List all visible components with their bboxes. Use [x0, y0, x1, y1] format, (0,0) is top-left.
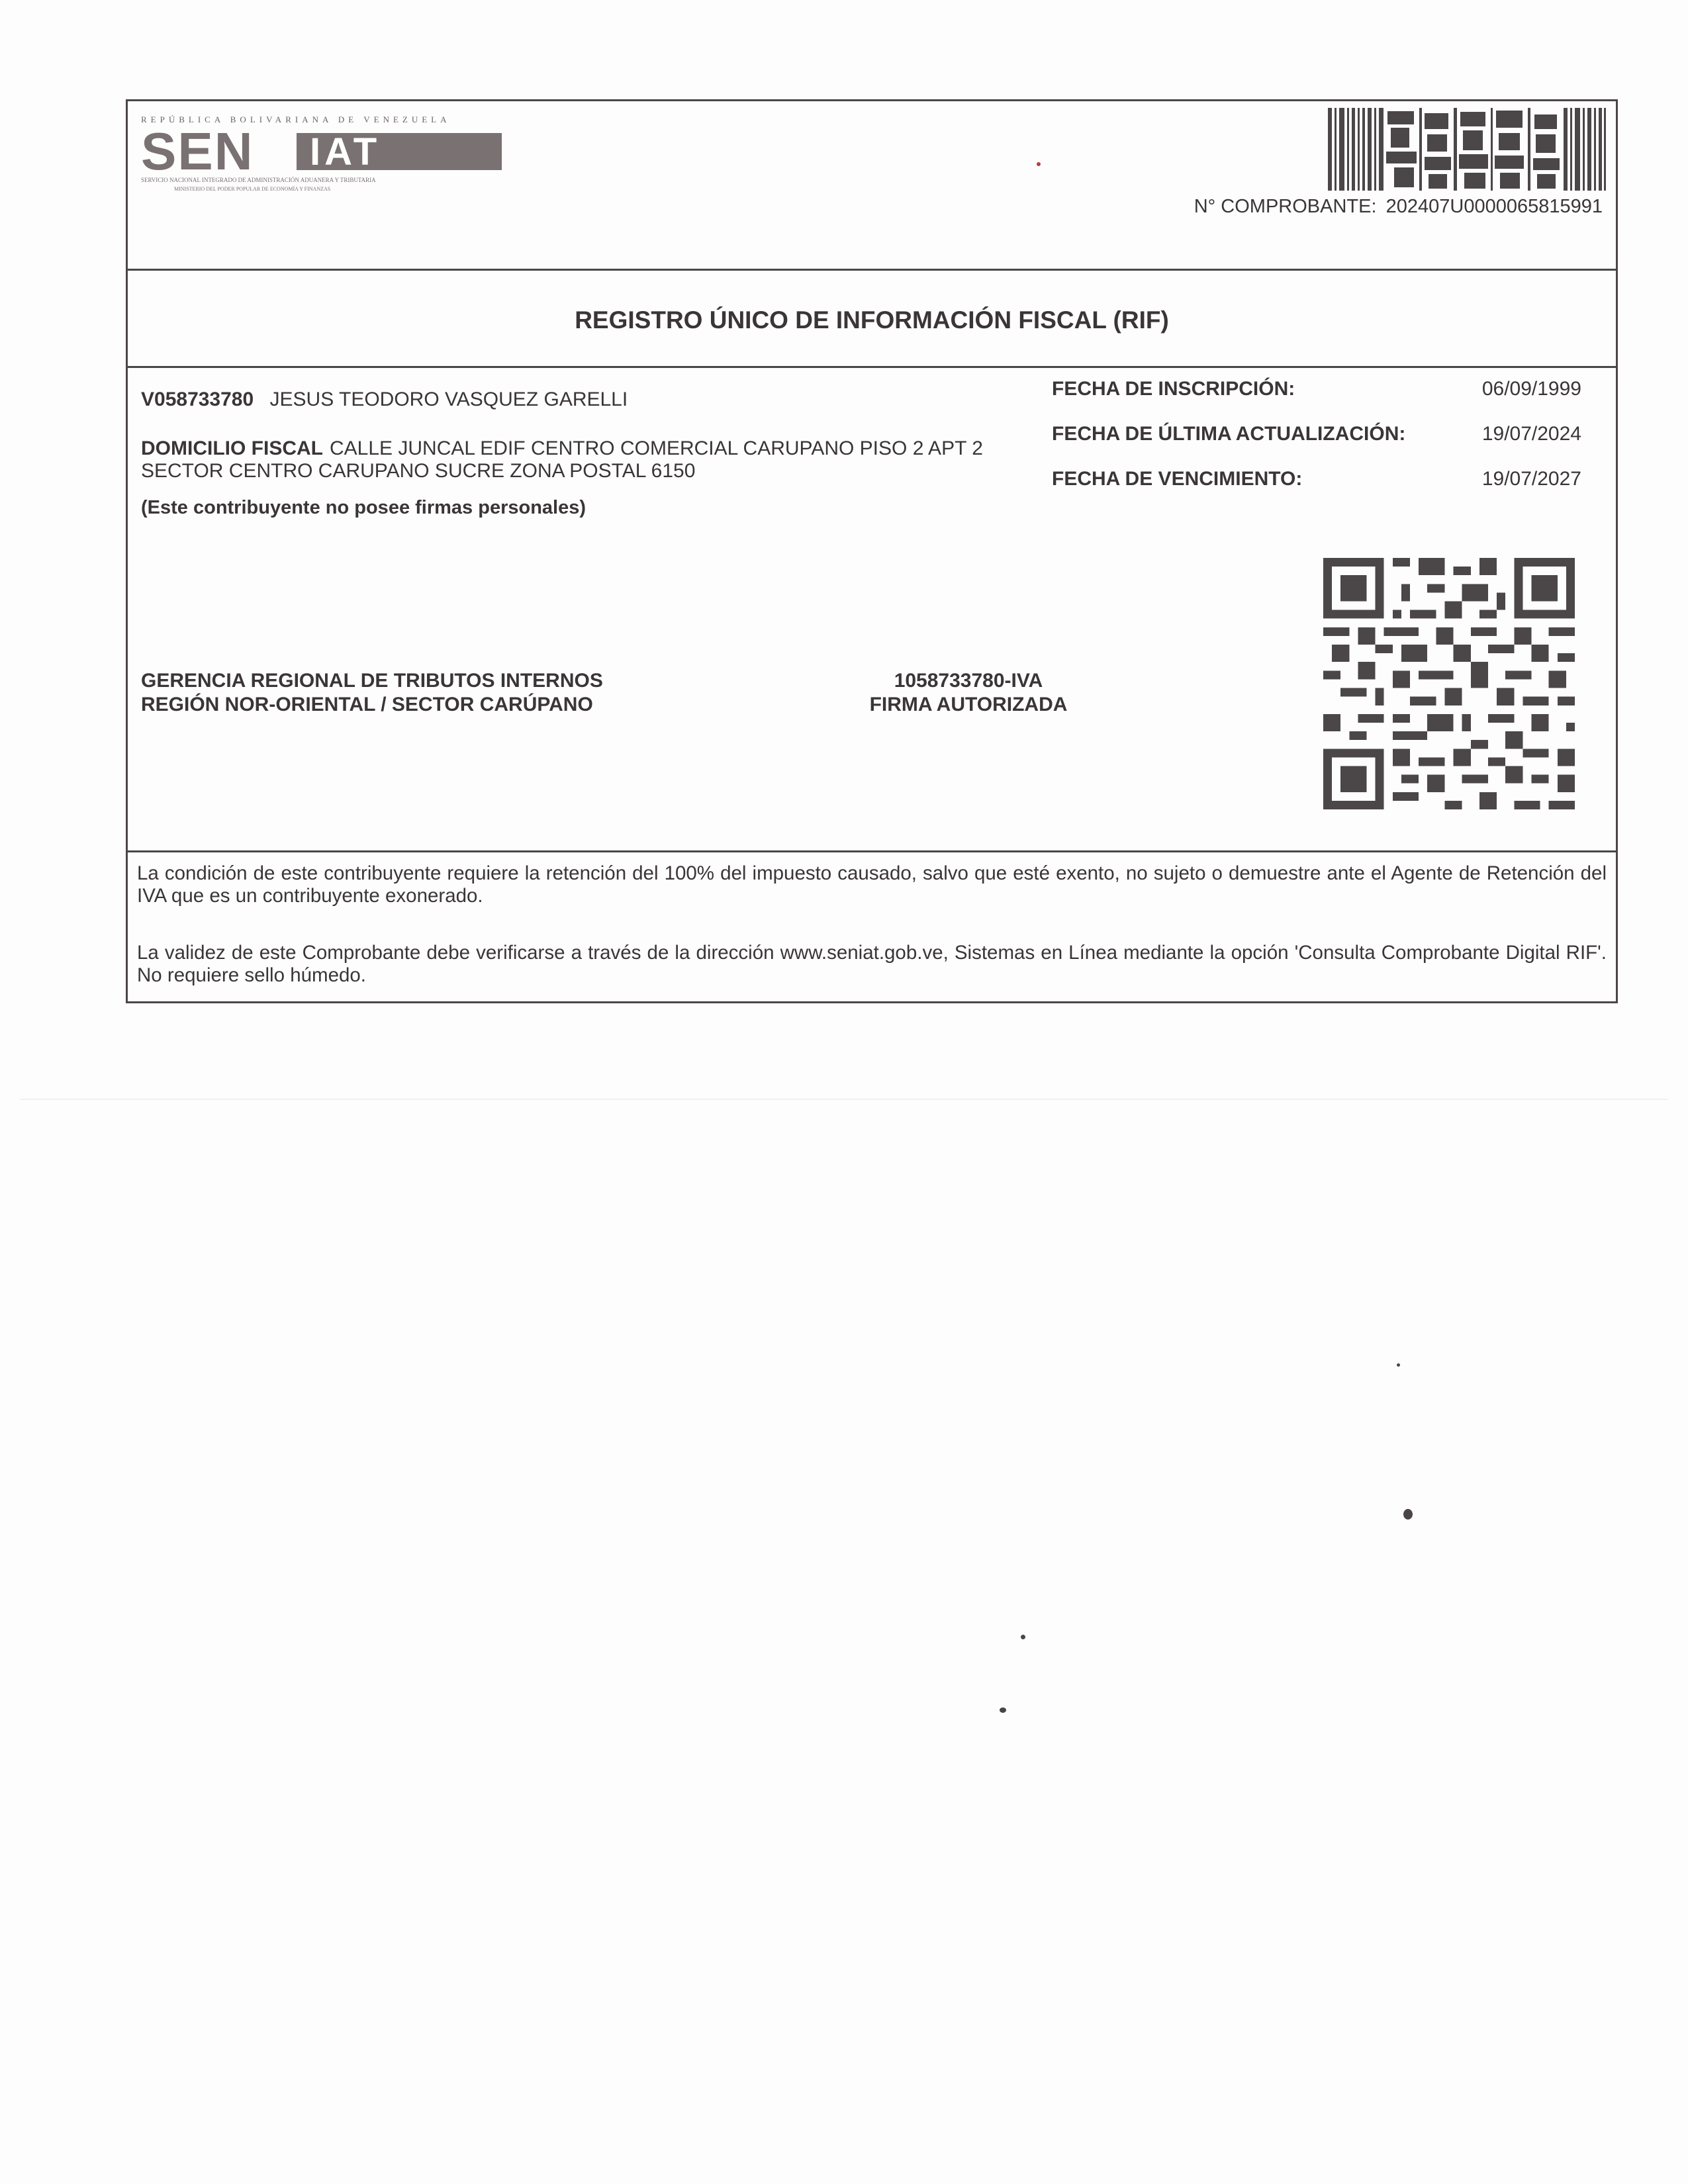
- paper-speck: [1000, 1707, 1006, 1713]
- regional-office-line1: GERENCIA REGIONAL DE TRIBUTOS INTERNOS: [141, 670, 603, 692]
- regional-office-line2: REGIÓN NOR-ORIENTAL / SECTOR CARÚPANO: [141, 694, 593, 715]
- logo-brand-left: SEN: [141, 122, 254, 181]
- date-row-actualizacion: [1052, 423, 1581, 449]
- paper-fold-line: [20, 1099, 1668, 1100]
- qr-code-icon: [1323, 558, 1575, 809]
- divider: [128, 850, 1616, 852]
- taxpayer-rif: V058733780: [141, 388, 254, 410]
- date-row-vencimiento: [1052, 468, 1581, 494]
- logo-subtitle: SERVICIO NACIONAL INTEGRADO DE ADMINISTRACIÓN ADUANERA Y TRIBUTARIA: [141, 177, 376, 183]
- authorized-signature: [836, 669, 1233, 717]
- logo-brand-right: IAT: [297, 133, 502, 170]
- paper-speck: [1403, 1509, 1413, 1520]
- date-value: 06/09/1999: [1481, 378, 1581, 400]
- divider: [128, 269, 1616, 271]
- barcode-icon: [1328, 108, 1606, 191]
- date-value: 19/07/2027: [1481, 468, 1581, 490]
- rif-certificate: [126, 99, 1618, 1003]
- date-label: FECHA DE ÚLTIMA ACTUALIZACIÓN:: [1052, 423, 1406, 445]
- date-value: 19/07/2024: [1481, 423, 1581, 445]
- paper-speck: [1021, 1635, 1025, 1639]
- taxpayer-name: JESUS TEODORO VASQUEZ GARELLI: [269, 388, 628, 410]
- taxpayer-line: [141, 388, 628, 411]
- signature-label: FIRMA AUTORIZADA: [869, 694, 1068, 715]
- logo-ministry: MINISTERIO DEL PODER POPULAR DE ECONOMÍA Y FINANZAS: [174, 186, 331, 192]
- signature-code: 1058733780-IVA: [894, 670, 1043, 692]
- signatures-note: (Este contribuyente no posee firmas personales): [141, 497, 586, 518]
- date-label: FECHA DE INSCRIPCIÓN:: [1052, 378, 1295, 400]
- comprobante-value: 202407U0000065815991: [1385, 196, 1603, 217]
- date-row-inscripcion: [1052, 378, 1581, 404]
- comprobante-number: [1194, 196, 1603, 218]
- retention-note: La condición de este contribuyente requiere la retención del 100% del impuesto causado, salvo que esté exento, no sujeto o demuestre ante el Agente de Retención del IVA que es un contribuyente exonerado.: [137, 862, 1607, 907]
- comprobante-label: N° COMPROBANTE:: [1194, 196, 1377, 217]
- paper-speck: [1397, 1363, 1400, 1367]
- logo-republica-text: REPÚBLICA BOLIVARIANA DE VENEZUELA: [141, 114, 451, 124]
- regional-office: [141, 669, 603, 717]
- date-label: FECHA DE VENCIMIENTO:: [1052, 468, 1303, 490]
- seniat-logo: [141, 114, 512, 214]
- fiscal-address: [141, 437, 1068, 482]
- validity-note: La validez de este Comprobante debe verificarse a través de la dirección www.seniat.gob.ve, Sistemas en Línea mediante la opción 'Consulta Comprobante Digital RIF'. No requiere sello húmedo.: [137, 942, 1607, 986]
- document-title: REGISTRO ÚNICO DE INFORMACIÓN FISCAL (RIF): [575, 306, 1169, 334]
- divider: [128, 366, 1616, 368]
- fiscal-address-value: CALLE JUNCAL EDIF CENTRO COMERCIAL CARUPANO PISO 2 APT 2 SECTOR CENTRO CARUPANO SUCRE ZONA POSTAL 6150: [141, 437, 983, 482]
- fiscal-address-label: DOMICILIO FISCAL: [141, 437, 323, 459]
